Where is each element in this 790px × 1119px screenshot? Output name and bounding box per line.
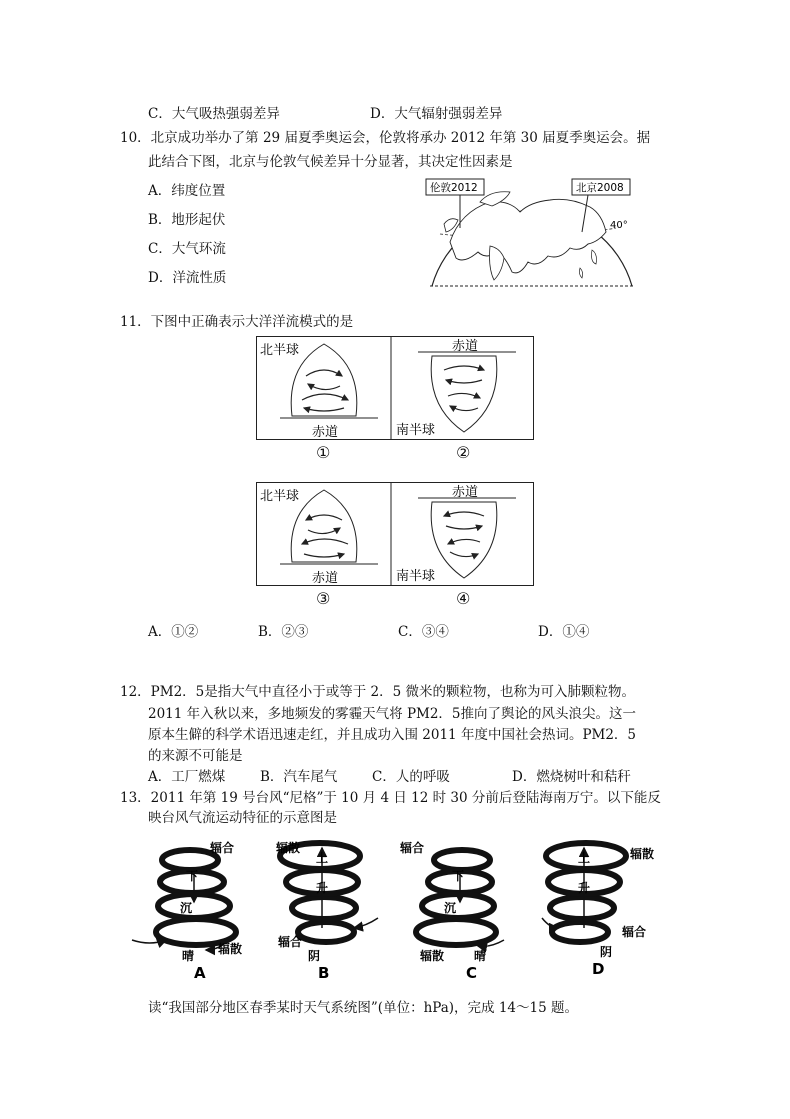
- q12-stem-line3: 原本生僻的科学术语迅速走红，并且成功入围 2011 年度中国社会热词。PM2．5: [148, 727, 637, 743]
- c-bottom-label: 辐散: [420, 949, 445, 963]
- q10-option-a: A．纬度位置: [148, 183, 226, 199]
- panel4-hemisphere: 南半球: [396, 569, 436, 584]
- london-label: 伦敦2012: [430, 182, 478, 194]
- q12-option-d: D．燃烧树叶和秸秆: [512, 769, 631, 785]
- q10-stem-line2: 此结合下图，北京与伦敦气候差异十分显著，其决定性因素是: [148, 154, 513, 170]
- panel4-equator: 赤道: [452, 485, 479, 500]
- q12-option-c: C．人的呼吸: [372, 769, 450, 785]
- b-top-label: 辐散: [276, 841, 301, 855]
- q10-option-b: B．地形起伏: [148, 212, 226, 228]
- c-up-label: 下: [452, 869, 465, 883]
- q9-option-c: C．大气吸热强弱差异: [148, 106, 280, 122]
- latitude-label: 40°: [610, 220, 628, 231]
- q10-option-d: D．洋流性质: [148, 270, 227, 286]
- q12-stem-line4: 的来源不可能是: [148, 748, 243, 764]
- diagram-d: [542, 843, 654, 978]
- ocean-current-panels-bottom: [256, 482, 534, 586]
- a-down-label: 沉: [180, 901, 193, 915]
- eurasia-africa-shape: [450, 199, 606, 273]
- c-weather-label: 晴: [474, 949, 487, 963]
- a-weather-label: 晴: [182, 949, 195, 963]
- panel1-equator: 赤道: [312, 425, 339, 440]
- panel3-equator: 赤道: [312, 571, 339, 586]
- q9-option-d: D．大气辐射强弱差异: [370, 106, 503, 122]
- panel1-hemisphere: 北半球: [260, 343, 300, 358]
- c-down-label: 沉: [444, 901, 457, 915]
- b-letter: B: [318, 964, 330, 982]
- typhoon-diagrams: [130, 832, 670, 982]
- a-letter: A: [194, 964, 206, 982]
- q11-option-d: D．①④: [538, 624, 590, 640]
- q12-option-b: B．汽车尾气: [260, 769, 338, 785]
- japan-shape: [592, 250, 597, 264]
- panel4-number: ④: [456, 589, 471, 608]
- a-bottom-label: 辐散: [218, 942, 243, 956]
- panel2-hemisphere: 南半球: [396, 423, 436, 438]
- diagram-a: [132, 840, 242, 982]
- panel3-number: ③: [316, 589, 331, 608]
- ocean-current-panels-top: [256, 336, 534, 440]
- panel2-equator: 赤道: [452, 339, 479, 354]
- q11-option-b: B．②③: [258, 624, 309, 640]
- q11-stem: 11．下图中正确表示大洋洋流模式的是: [120, 314, 354, 330]
- panel2-number: ②: [456, 443, 471, 462]
- d-up-label: 上: [578, 851, 591, 865]
- diagram-c: [399, 840, 504, 982]
- d-top-label: 辐散: [630, 847, 655, 861]
- panel3-hemisphere: 北半球: [260, 489, 300, 504]
- d-down-label: 升: [578, 881, 591, 895]
- b-down-label: 升: [316, 881, 329, 895]
- q11-option-a: A．①②: [148, 624, 199, 640]
- island-shape: [579, 268, 582, 278]
- q10-stem-line1: 10．北京成功举办了第 29 届夏季奥运会，伦敦将承办 2012 年第 30 届夏季奥运会。据: [120, 130, 651, 146]
- q11-option-c: C．③④: [398, 624, 449, 640]
- q12-stem-line1: 12．PM2．5是指大气中直径小于或等于 2．5 微米的颗粒物，也称为可入肺颗粒物。: [120, 684, 636, 700]
- q12-option-a: A．工厂燃煤: [148, 769, 226, 785]
- c-letter: C: [466, 964, 478, 982]
- panel1-number: ①: [316, 443, 331, 462]
- q10-option-c: C．大气环流: [148, 241, 226, 257]
- c-top-label: 辐合: [400, 841, 425, 855]
- b-bottom-label: 辐合: [278, 935, 303, 949]
- world-map-figure: [420, 172, 640, 290]
- diagram-b: [275, 840, 378, 982]
- d-weather-label: 阴: [600, 945, 613, 959]
- b-weather-label: 阴: [308, 949, 321, 963]
- q13-stem-line2: 映台风气流运动特征的示意图是: [148, 810, 337, 826]
- d-letter: D: [592, 960, 605, 978]
- a-up-label: 下: [186, 869, 199, 883]
- q13-stem-line1: 13．2011 年第 19 号台风“尼格”于 10 月 4 日 12 时 30 分前后登陆海南万宁。以下能反: [120, 790, 661, 806]
- instruction-14-15: 读“我国部分地区春季某时天气系统图”(单位：hPa)，完成 14～15 题。: [148, 1000, 578, 1016]
- a-top-label: 辐合: [210, 841, 235, 855]
- beijing-label: 北京2008: [576, 182, 624, 194]
- q12-stem-line2: 2011 年入秋以来，多地频发的雾霾天气将 PM2．5推向了舆论的风头浪尖。这一: [148, 706, 637, 722]
- d-bottom-label: 辐合: [622, 925, 647, 939]
- b-up-label: 上: [316, 851, 329, 865]
